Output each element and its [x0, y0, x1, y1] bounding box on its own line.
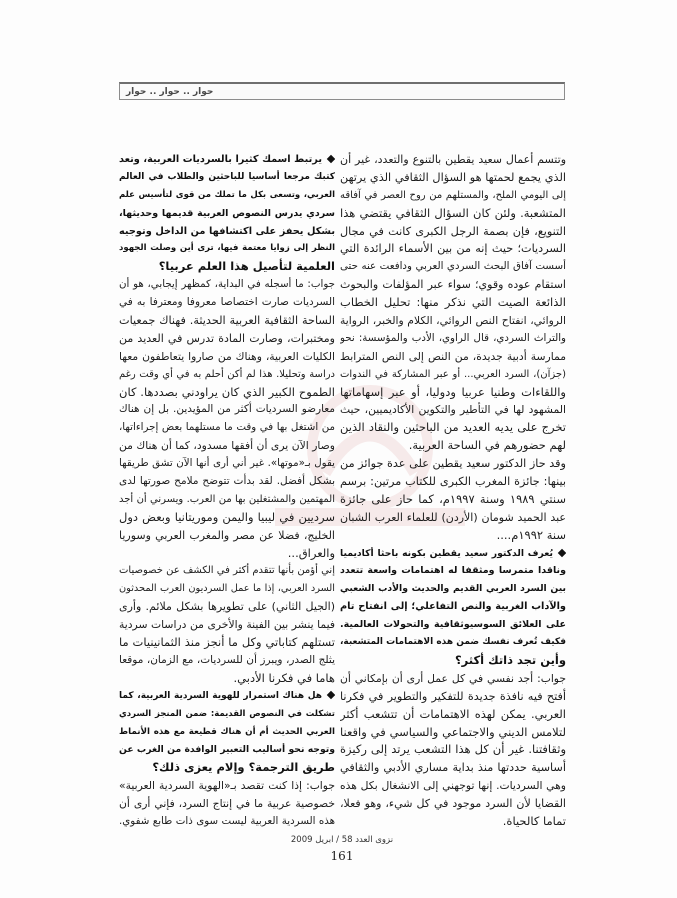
question-line: بين السرد العربي القديم والحديث والأدب الشعبي	[340, 583, 566, 595]
text-line: تماما كالحياة.	[502, 813, 566, 828]
question-line: فكيف تُعرف نفسك ضمن هذه الاهتمامات المتشعبة،	[340, 637, 566, 648]
question-paragraph	[119, 688, 335, 777]
running-header	[119, 82, 565, 100]
text-line: جواب: إذا كنت تقصد بـ«الهوية السردية العربية»	[119, 779, 335, 793]
text-line: دراسة وتحليلا. هذا لم أكن أحلم به في أي وقت رغم	[119, 368, 335, 380]
text-line: هذه السردية العربية ليست سوى ذات طابع شفوي.	[119, 814, 335, 827]
text-line: والتراث السردي، قال الراوي، الأدب والمؤسسة: نحو	[340, 331, 566, 344]
question-line: وأين تجد ذاتك أكثر؟	[454, 652, 566, 667]
question-line: النظر إلى زوايا معتمة فيها، ترى أين وصلت الجهود	[119, 243, 335, 254]
text-line: الساحة الثقافية العربية الحديثة. فهناك جمعيات	[119, 314, 335, 328]
question-line: طريق الترجمة؟ وإلام يعزى ذلك؟	[152, 760, 335, 775]
text-line: سنتي ١٩٨٩ وسنة ١٩٩٧م، كما حاز على جائزة	[340, 491, 566, 506]
text-line: وصار الآن يرى أن أفقها مسدود، كما أن هناك من	[119, 439, 335, 453]
question-line: على العلائق السوسيوثقافية والتحولات العالمية.	[340, 619, 566, 631]
text-line: استقام عوده وقوي؛ سواء عبر المؤلفات والبحوث	[340, 278, 566, 292]
question-line: سردي يدرس النصوص العربية قديمها وحديثها،	[119, 207, 335, 219]
text-line: الذي يجمع لحمتها هو السؤال الثقافي الذي يرتهن	[340, 170, 566, 184]
intro-paragraph	[340, 151, 566, 455]
text-line: أسست آفاق البحث السردي العربي ودافعت عنه حتى	[340, 260, 566, 273]
diamond-bullet-icon	[327, 155, 335, 163]
text-line: فيما ينشر بين الفينة والأخرى من دراسات سردية	[119, 618, 335, 632]
page-number: 161	[330, 849, 354, 863]
text-line: خصوصية عربية ما في إنتاج السرد، فإني أرى أن	[119, 797, 335, 811]
text-line: يقول بـ«موتها». غير أني أرى أنها الآن تشق طريقها	[119, 457, 335, 470]
text-line: بشكل أفضل. لقد بدأت تتوضح ملامح صورتها لدى	[119, 475, 335, 488]
question-line: تشكلت في النصوص القديمة: ضمن المنجز السردي	[119, 708, 335, 719]
question-line	[340, 545, 566, 563]
text-line: السرديات صارت اختصاصا معروفا ومعترفا به في	[119, 296, 335, 309]
text-line: ممارسة أدبية جديدة، من النص إلى النص المترابط	[340, 349, 566, 363]
text-line: الكليات العربية، وهناك من صاروا يتعاطفون معها	[119, 349, 335, 363]
text-line: (الجيل الثاني) على تطويرها بشكل ملائم. وأرى	[119, 600, 335, 614]
text-line: واللقاءات وطنيا عربيا ودوليا، أو عبر إسهاماتها	[340, 384, 566, 399]
text-line: العربي. يمكن لهذه الاهتمامات أن تتشعب أكثر	[340, 706, 566, 721]
text-line: المشهود لها في التأطير والتكوين الأكاديميين، حيث	[340, 403, 566, 417]
text-line: السرديات؛ حيث إنه من بين الأسماء الرائدة التي	[340, 242, 566, 256]
question-text: يُعرف الدكتور سعيد يقطين بكونه باحثا أكاديميا	[340, 547, 553, 559]
text-line: (جزآن)، السرد العربي... أو عبر المشاركة في الندوات	[340, 368, 566, 380]
text-line: وتتسم أعمال سعيد يقطين بالتنوع والتعدد، غير أن	[340, 153, 566, 166]
text-line: والعراق...	[287, 545, 335, 560]
diamond-bullet-icon	[327, 691, 335, 699]
text-line: إني أؤمن بأنها تتقدم أكثر في الكشف عن خصوصيات	[119, 565, 335, 577]
text-line: المتشعبة. ولئن كان السؤال الثقافي يقتضي هذا	[340, 205, 566, 220]
question-line: كتبك مرجعا أساسيا للباحثين والطلاب في العالم	[119, 171, 335, 182]
text-line: من اشتغل بها في وقت ما مستلهما بعض إجراءاتها،	[119, 421, 335, 434]
question-text: هل هناك استمرار للهوية السردية العربية، كما	[119, 690, 322, 701]
question-line: العلمية لتأصيل هذا العلم عربيا؟	[158, 259, 335, 274]
text-line: لتلامس الديني والاجتماعي والسياسي في واقعنا	[340, 724, 566, 739]
text-line: سرديين في ليبيا واليمن وموريتانيا وبعض دول	[119, 509, 335, 524]
answer-paragraph	[340, 670, 566, 831]
text-line: ومختبرات، وصارت المادة تدرس في العديد من	[119, 331, 335, 345]
answer-paragraph	[119, 276, 335, 562]
left-column	[119, 151, 335, 831]
text-line: المهتمين والمشتغلين بها من العرب. ويسرني أن أجد	[119, 493, 335, 505]
text-line: سنة ١٩٩٢م....	[496, 527, 566, 542]
answer-paragraph	[119, 777, 335, 831]
question-paragraph	[340, 545, 566, 670]
text-line: وثقافتنا. غير أن كل هذا التشعب يرتد إلى ركيزة	[340, 742, 566, 757]
text-line: هاما في فكرنا الأدبي.	[233, 670, 335, 685]
question-paragraph	[119, 151, 335, 276]
text-line: التنويع، فإن بصمة الرجل الكبرى كانت في مجال	[340, 224, 566, 238]
text-line: يثلج الصدر، ويبرز أن للسرديات، مع الزمان، موقعا	[119, 653, 335, 666]
text-line: تستلهم كتاباتي وكل ما أنجز منذ الثمانينيات ما	[119, 635, 335, 650]
question-line: بشكل يحفز على اكتشافها من الداخل وتوجيه	[119, 225, 335, 237]
text-line: لهم حضورهم في الساحة العربية.	[408, 438, 566, 453]
question-text: يرتبط اسمك كثيرا بالسرديات العربية، وتعد	[119, 154, 322, 165]
text-line: الخليج، فضلا عن مصر والمغرب العربي وسوريا	[119, 528, 335, 542]
text-line: أفتح فيه نافذة جديدة للتفكير والتطوير في فكرنا	[340, 689, 566, 703]
question-line: وتوجه نحو أساليب التعبير الوافدة من الغرب عن	[119, 744, 335, 756]
text-line: الذائعة الصيت التي نذكر منها: تحليل الخطاب	[340, 295, 566, 310]
text-line: وقد حاز الدكتور سعيد يقطين على عدة جوائز من	[340, 457, 566, 471]
diamond-bullet-icon	[558, 549, 566, 557]
right-column	[340, 151, 566, 831]
text-line: السرد العربي، إذا ما عمل السرديون العرب المحدثون	[119, 583, 335, 595]
text-line: إلى اليومي الملح، والمستلهم من روح العصر في آفاقه	[340, 189, 566, 201]
question-line: وناقدا متمرسا ومثقفا له اهتمامات واسعة تتعدد	[340, 565, 566, 577]
issue-footer: نزوى العدد 58 / ابريل 2009	[290, 835, 394, 845]
text-line: جواب: ما أسجله في البداية، كمظهر إيجابي، هو أن	[119, 278, 335, 291]
text-line: القضايا لأن السرد موجود في كل شيء، وهو فعلا،	[340, 797, 566, 811]
text-line: الطموح الكبير الذي كان يراودني بصددها. كان	[119, 384, 335, 399]
question-line: العربي الحديث أم أن هناك قطيعة مع هذه الأنماط	[119, 726, 335, 737]
text-line: جواب: أجد نفسي في كل عمل أرى أن بإمكاني أن	[340, 671, 566, 685]
text-line: بينها: جائزة المغرب الكبرى للكتاب مرتين: برسم	[340, 475, 566, 489]
text-line: تخرج على يديه العديد من الباحثين والنقاد الذين	[340, 420, 566, 435]
question-line	[119, 151, 335, 169]
section-title: حوار .. حوار .. حوار	[126, 86, 214, 97]
text-line: أساسية حددتها منذ بداية مساري الأدبي والثقافي	[340, 761, 566, 775]
text-line: وهي السرديات. إنها توجهني إلى الانشغال بكل هذه	[340, 779, 566, 793]
answer-paragraph	[119, 562, 335, 687]
text-line: الروائي، انفتاح النص الروائي، الكلام والخبر، الرواية	[340, 314, 566, 328]
question-line: والآداب الغربية والنص التفاعلي؛ إلى انفتاح تام	[340, 601, 566, 613]
awards-paragraph	[340, 455, 566, 544]
text-line: عبد الحميد شومان (الأردن) للعلماء العرب الشبان	[340, 510, 566, 524]
text-line: معارضو السرديات أكثر من المؤيدين. بل إن هناك	[119, 403, 335, 416]
question-line	[119, 688, 335, 706]
question-line: العربي، وتسعى بكل ما تملك من قوى لتأسيس علم	[119, 189, 335, 200]
